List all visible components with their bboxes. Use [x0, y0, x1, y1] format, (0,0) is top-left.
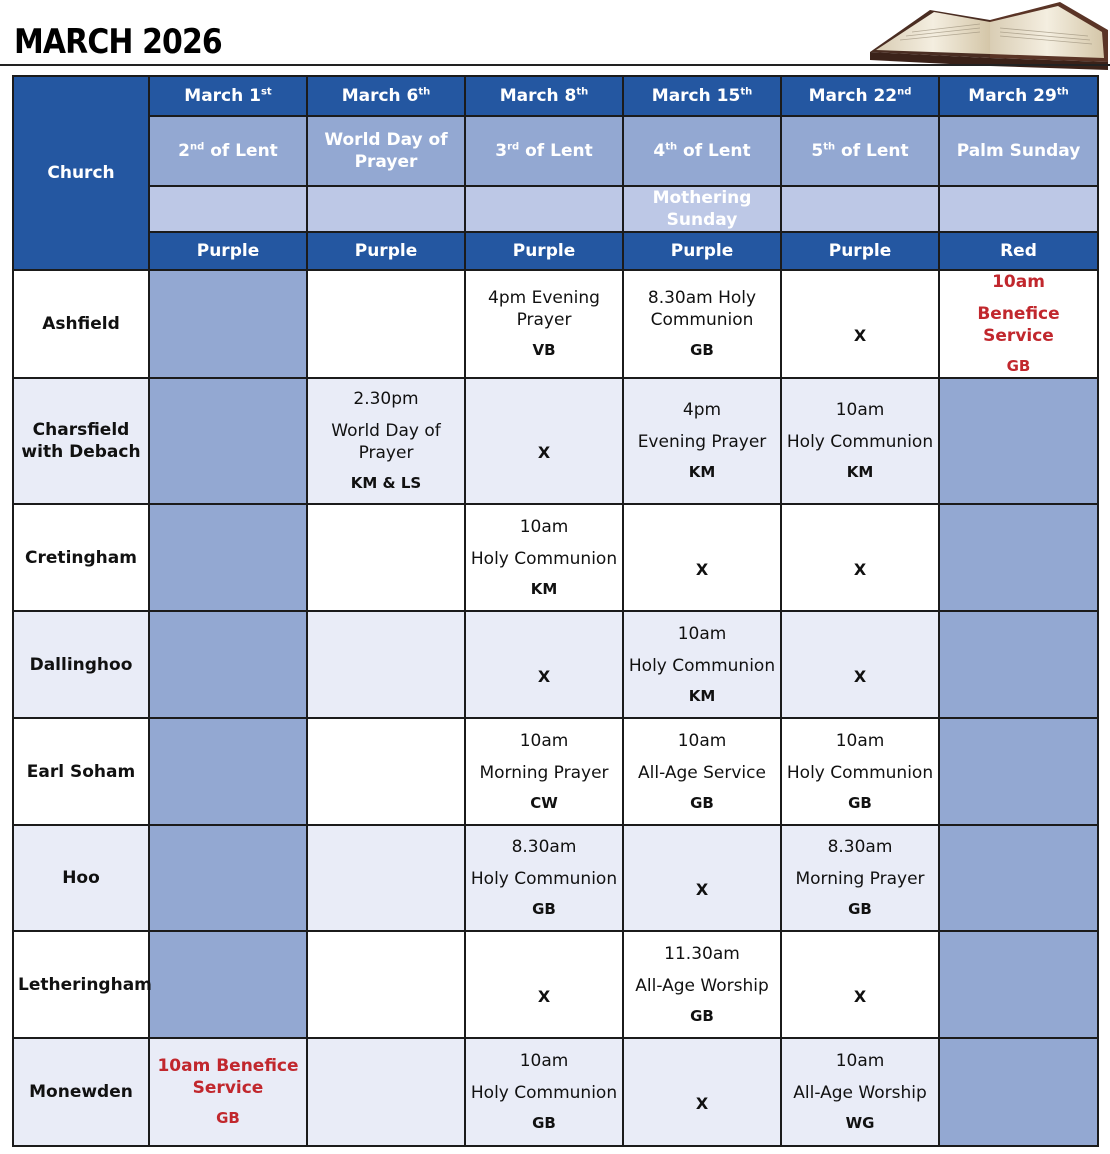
service-text: Holy Communion [470, 548, 618, 569]
empty-cell [307, 611, 465, 718]
occasion-header [465, 116, 623, 186]
sub-occasion-header [149, 186, 307, 232]
sub-occasion-header: Mothering Sunday [623, 186, 781, 232]
service-text: 11.30am [664, 943, 740, 964]
officiant-initials: GB [216, 1109, 240, 1127]
liturgical-colour: Purple [149, 232, 307, 270]
occasion-header [939, 116, 1098, 186]
church-name: Ashfield [13, 270, 149, 378]
service-text: 10am [835, 730, 885, 751]
open-bible-icon [860, 0, 1110, 80]
date-label: March 1 [184, 86, 261, 106]
service-cell [307, 378, 465, 504]
service-text: 8.30am [511, 837, 577, 857]
x-mark: X [853, 666, 867, 686]
x-mark: X [537, 666, 551, 686]
header-row-sub [13, 186, 1098, 232]
service-text: All-Age Worship [793, 1083, 927, 1103]
occasion-label: World Day of Prayer [324, 130, 448, 172]
church-name: Dallinghoo [13, 611, 149, 718]
x-mark: X [853, 326, 867, 345]
church-row [13, 504, 1098, 611]
service-text: 4pm Evening Prayer [488, 288, 600, 330]
service-cell [623, 718, 781, 825]
service-text: World Day of Prayer [331, 421, 441, 463]
service-cell [781, 718, 939, 825]
occasion-number: 2 [178, 141, 191, 161]
service-text: Holy Communion [470, 869, 618, 889]
no-service-cell [149, 270, 307, 378]
church-row [13, 611, 1098, 718]
officiant-initials: GB [690, 341, 714, 359]
occasion-header [307, 116, 465, 186]
service-text: Morning Prayer [479, 762, 609, 783]
benefice-service-cell [149, 1038, 307, 1146]
occasion-label: of Lent [677, 141, 751, 161]
church-name: Cretingham [13, 504, 149, 611]
church-row [13, 1038, 1098, 1146]
occasion-header [623, 116, 781, 186]
service-text: Morning Prayer [795, 869, 925, 889]
x-mark: X [537, 986, 551, 1006]
no-service-cell [939, 611, 1098, 718]
no-service-cell [149, 504, 307, 611]
officiant-initials: KM [846, 463, 874, 481]
no-service-cell [149, 611, 307, 718]
no-service-cell [149, 718, 307, 825]
church-name: Hoo [13, 825, 149, 931]
empty-cell [307, 931, 465, 1038]
service-cell [623, 931, 781, 1038]
service-schedule-table [12, 75, 1099, 1147]
church-row [13, 825, 1098, 931]
service-text: All-Age Service [638, 762, 766, 783]
occasion-number: 4 [653, 141, 666, 161]
service-text: 10am [835, 1051, 885, 1071]
officiant-initials: GB [690, 793, 714, 812]
date-ordinal: nd [897, 86, 912, 98]
no-service-cell [149, 825, 307, 931]
no-service-marker [623, 1038, 781, 1146]
x-mark: X [695, 1094, 709, 1113]
no-service-cell [149, 378, 307, 504]
church-name: Monewden [13, 1038, 149, 1146]
no-service-cell [939, 1038, 1098, 1146]
date-header [149, 76, 307, 116]
occasion-number: 3 [495, 141, 508, 161]
church-name: Charsfield with Debach [13, 378, 149, 504]
officiant-initials: GB [532, 1114, 556, 1132]
no-service-marker [781, 504, 939, 611]
service-text: 10am [519, 516, 569, 537]
liturgical-colour: Red [939, 232, 1098, 270]
service-text: Holy Communion [786, 432, 934, 452]
liturgical-colour: Purple [307, 232, 465, 270]
church-column-header: Church [13, 76, 149, 270]
date-label: March 22 [808, 86, 898, 106]
no-service-cell [939, 825, 1098, 931]
officiant-initials: GB [1006, 357, 1031, 375]
page-title: MARCH 2026 [14, 22, 222, 62]
service-cell [781, 825, 939, 931]
church-row [13, 718, 1098, 825]
officiant-initials: GB [690, 1006, 714, 1025]
no-service-cell [939, 504, 1098, 611]
service-cell [623, 378, 781, 504]
x-mark: X [853, 986, 867, 1006]
no-service-marker [465, 378, 623, 504]
no-service-marker [781, 611, 939, 718]
benefice-service-cell [939, 270, 1098, 378]
service-cell [465, 825, 623, 931]
occasion-label: of Lent [204, 141, 278, 161]
no-service-marker [781, 270, 939, 378]
occasion-ordinal: th [665, 141, 678, 153]
date-header [465, 76, 623, 116]
service-text: Holy Communion [470, 1083, 618, 1103]
service-cell [623, 611, 781, 718]
occasion-label: of Lent [835, 141, 909, 161]
service-text: 8.30am Holy Communion [647, 288, 757, 330]
x-mark: X [853, 559, 867, 579]
occasion-ordinal: th [823, 141, 836, 153]
service-cell [465, 1038, 623, 1146]
no-service-cell [939, 718, 1098, 825]
service-text: Holy Communion [786, 762, 934, 783]
empty-cell [307, 504, 465, 611]
occasion-header [149, 116, 307, 186]
occasion-ordinal: rd [507, 141, 520, 153]
officiant-initials: GB [848, 793, 872, 812]
x-mark: X [695, 880, 709, 899]
date-label: March 6 [341, 86, 419, 106]
empty-cell [307, 270, 465, 378]
date-ordinal: th [740, 86, 753, 98]
service-cell [465, 718, 623, 825]
service-text: 2.30pm [353, 389, 419, 409]
service-text: 10am [677, 623, 727, 644]
header-row-colour [13, 232, 1098, 270]
church-row [13, 378, 1098, 504]
sub-occasion-header [307, 186, 465, 232]
no-service-marker [623, 504, 781, 611]
liturgical-colour: Purple [781, 232, 939, 270]
officiant-initials: CW [530, 793, 558, 812]
occasion-label: Palm Sunday [956, 141, 1081, 161]
service-text: 10am [677, 730, 727, 751]
header-row-dates [13, 76, 1098, 116]
liturgical-colour: Purple [465, 232, 623, 270]
date-label: March 15 [651, 86, 741, 106]
x-mark: X [537, 443, 551, 462]
date-header [307, 76, 465, 116]
empty-cell [307, 718, 465, 825]
service-cell [465, 504, 623, 611]
service-text: Benefice Service [977, 304, 1060, 346]
service-cell [465, 270, 623, 378]
no-service-cell [939, 378, 1098, 504]
x-mark: X [695, 559, 709, 579]
no-service-marker [465, 611, 623, 718]
sub-occasion-header [939, 186, 1098, 232]
occasion-ordinal: nd [190, 141, 205, 153]
no-service-marker [623, 825, 781, 931]
occasion-number: 5 [811, 141, 824, 161]
no-service-cell [939, 931, 1098, 1038]
no-service-cell [149, 931, 307, 1038]
service-text: All-Age Worship [635, 975, 769, 996]
service-text: 4pm [682, 400, 722, 420]
church-name: Letheringham [13, 931, 149, 1038]
occasion-label: of Lent [519, 141, 593, 161]
officiant-initials: KM [688, 686, 716, 705]
officiant-initials: VB [532, 341, 556, 359]
service-text: Holy Communion [628, 655, 776, 676]
officiant-initials: GB [848, 900, 872, 918]
service-cell [781, 1038, 939, 1146]
officiant-initials: KM [688, 463, 716, 481]
service-cell [781, 378, 939, 504]
empty-cell [307, 1038, 465, 1146]
service-text: 10am [992, 272, 1045, 292]
church-row [13, 931, 1098, 1038]
officiant-initials: KM [530, 579, 558, 598]
service-text: 8.30am [827, 837, 893, 857]
occasion-header [781, 116, 939, 186]
service-cell [623, 270, 781, 378]
officiant-initials: WG [845, 1114, 875, 1132]
date-label: March 29 [968, 86, 1057, 106]
church-name: Earl Soham [13, 718, 149, 825]
date-ordinal: th [576, 86, 589, 98]
date-ordinal: st [260, 86, 272, 98]
service-text: 10am [519, 1051, 569, 1071]
service-text: 10am [519, 730, 569, 751]
date-ordinal: th [418, 86, 431, 98]
empty-cell [307, 825, 465, 931]
date-header [939, 76, 1098, 116]
date-label: March 8 [499, 86, 577, 106]
date-header [623, 76, 781, 116]
sub-occasion-header [465, 186, 623, 232]
officiant-initials: KM & LS [350, 474, 422, 492]
officiant-initials: GB [532, 900, 556, 918]
no-service-marker [781, 931, 939, 1038]
service-text: 10am [835, 400, 885, 420]
sub-occasion-header [781, 186, 939, 232]
title-rule [0, 64, 1110, 66]
no-service-marker [465, 931, 623, 1038]
service-text: Evening Prayer [637, 432, 767, 452]
header-row-occasions [13, 116, 1098, 186]
date-header [781, 76, 939, 116]
liturgical-colour: Purple [623, 232, 781, 270]
date-ordinal: th [1056, 86, 1069, 98]
service-text: 10am Benefice Service [157, 1056, 299, 1098]
church-row [13, 270, 1098, 378]
